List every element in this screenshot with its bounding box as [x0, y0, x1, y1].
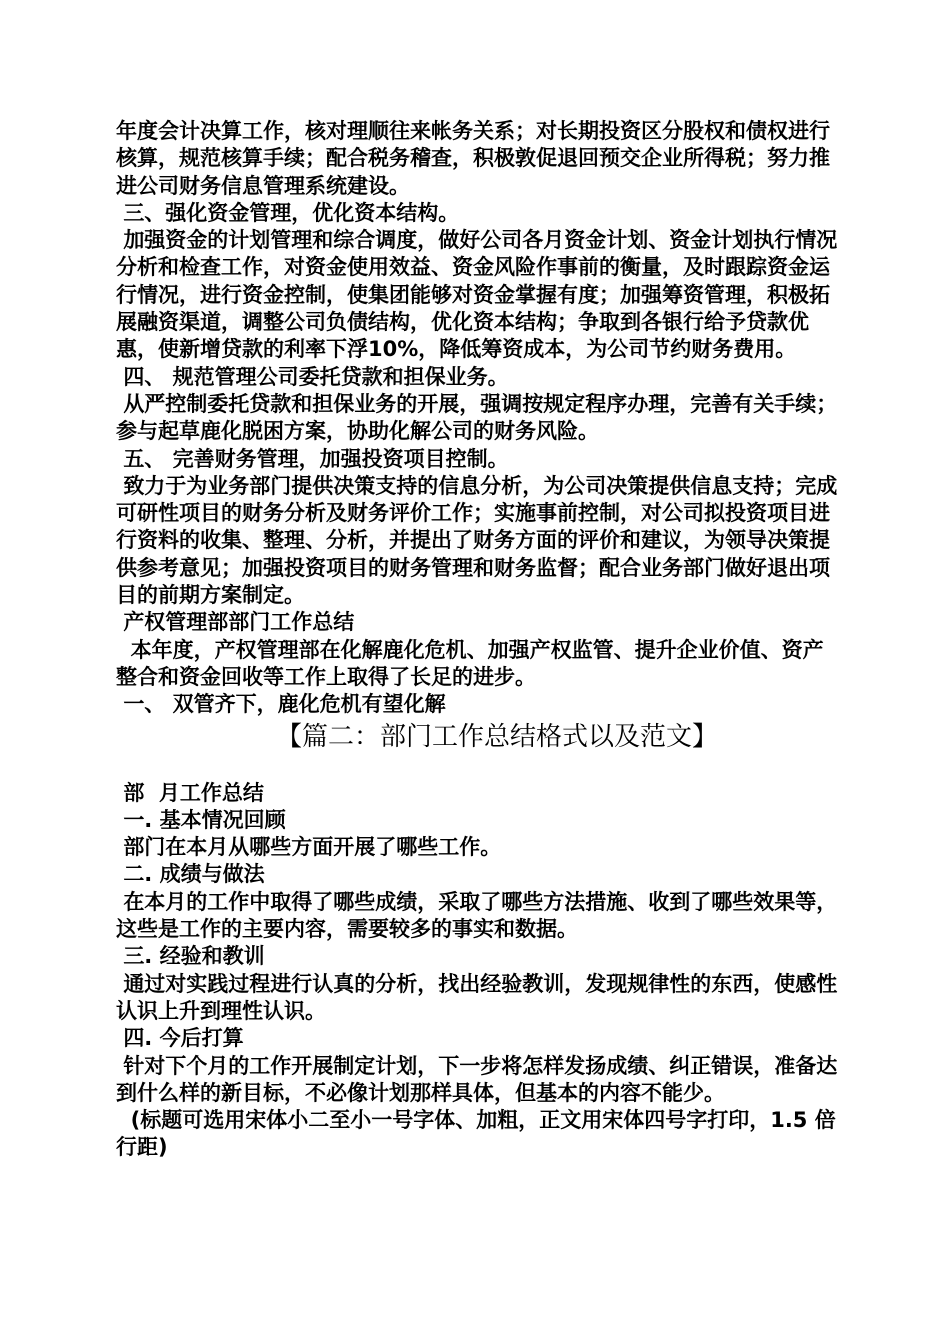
heading-basic-review: 一. 基本情况回顾 — [116, 807, 286, 832]
article-title: 【篇二：部门工作总结格式以及范文】 — [275, 721, 718, 752]
paragraph-achievements: 在本月的工作中取得了哪些成绩，采取了哪些方法措施、收到了哪些效果等，这些是工作的主要内容，需要较多的事实和数据。 — [116, 889, 838, 942]
paragraph-property-rights-intro: 本年度，产权管理部在化解鹿化危机、加强产权监管、提升企业价值、资产整合和资金回收等工作上取得了长足的进步。 — [116, 637, 824, 689]
heading-future-plans: 四. 今后打算 — [116, 1026, 244, 1051]
heading-monthly-summary: 部 月工作总结 — [116, 780, 264, 805]
document-body — [116, 118, 842, 1162]
heading-section-3: 三、强化资金管理，优化资本结构。 — [116, 200, 460, 225]
title-spacing — [116, 756, 842, 780]
heading-lessons: 三. 经验和教训 — [116, 944, 265, 969]
paragraph-lessons: 通过对实践过程进行认真的分析，找出经验教训，发现规律性的东西，使感性认识上升到理性认识。 — [116, 971, 838, 1023]
heading-achievements: 二. 成绩与做法 — [116, 862, 265, 887]
paragraph-basic-review: 部门在本月从哪些方面开展了哪些工作。 — [116, 835, 502, 860]
heading-section-5: 五、 完善财务管理，加强投资项目控制。 — [116, 446, 509, 471]
paragraph-capital-management: 加强资金的计划管理和综合调度，做好公司各月资金计划、资金计划执行情况分析和检查工作，对资金使用效益、资金风险作事前的衡量，及时跟踪资金运行情况，进行资金控制，使集团能够对资金掌握有度；加强筹资管理，积极拓展融资渠道，调整公司负债结构，优化资本结构；争取到各银行给予贷款优惠，使新增贷款的利率下浮10%，降低筹资成本，为公司节约财务费用。 — [116, 228, 838, 362]
paragraph-future-plans: 针对下个月的工作开展制定计划，下一步将怎样发扬成绩、纠正错误，准备达到什么样的新目标，不必像计划那样具体，但基本的内容不能少。 — [116, 1053, 838, 1105]
paragraph-investment-control: 致力于为业务部门提供决策支持的信息分析，为公司决策提供信息支持；完成可研性项目的财务分析及财务评价工作；实施事前控制，对公司拟投资项目进行资料的收集、整理、分析，并提出了财务方面的评价和建议，为领导决策提供参考意见；加强投资项目的财务管理和财务监督；配合业务部门做好退出项目的前期方案制定。 — [116, 473, 838, 608]
paragraph-finance-settlement: 年度会计决算工作，核对理顺往来帐务关系；对长期投资区分股权和债权进行核算，规范核算手续；配合税务稽查，积极敦促退回预交企业所得税；努力推进公司财务信息管理系统建设。 — [116, 119, 830, 198]
paragraph-format-note: (标题可选用宋体小二至小一号字体、加粗，正文用宋体四号字打印，1.5 倍行距) — [116, 1108, 836, 1160]
heading-property-rights-summary: 产权管理部部门工作总结 — [116, 610, 355, 635]
heading-section-4: 四、 规范管理公司委托贷款和担保业务。 — [116, 364, 509, 389]
heading-dual-management: 一、 双管齐下，鹿化危机有望化解 — [116, 692, 446, 717]
paragraph-loan-guarantee: 从严控制委托贷款和担保业务的开展，强调按规定程序办理，完善有关手续；参与起草鹿化脱困方案，协助化解公司的财务风险。 — [116, 391, 838, 444]
